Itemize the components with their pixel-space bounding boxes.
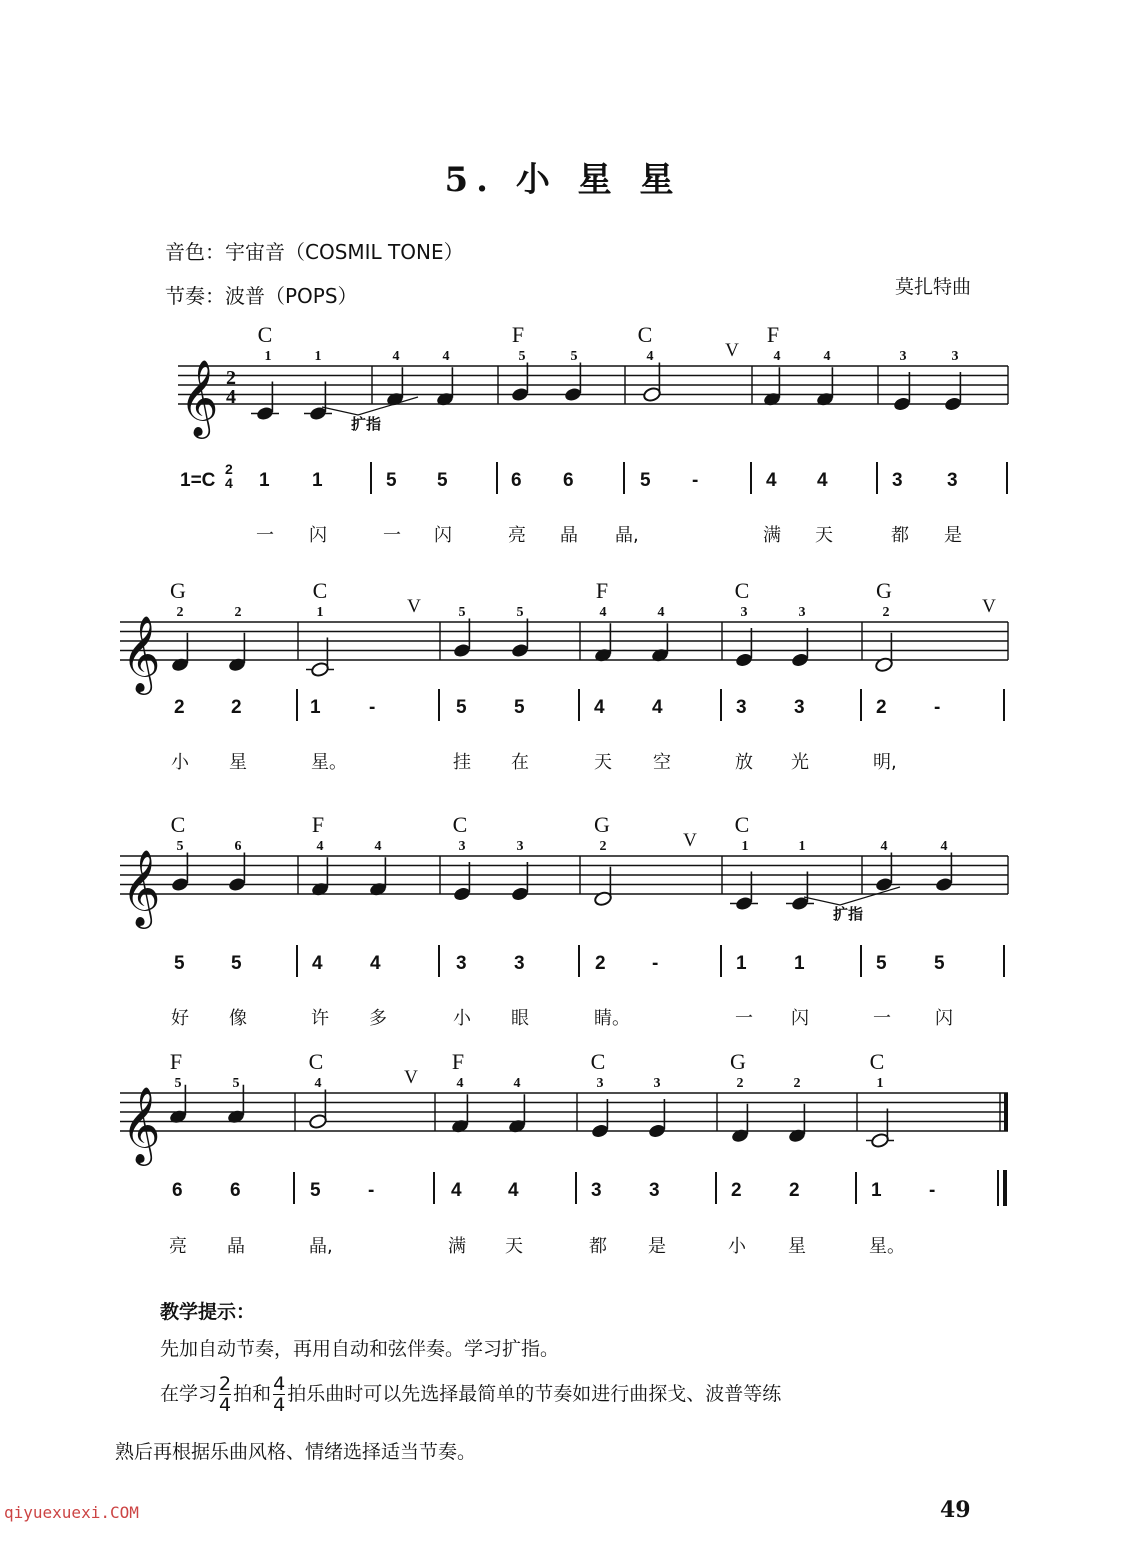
- jianpu-barline: [855, 1172, 857, 1204]
- jianpu-note: 5: [934, 953, 945, 974]
- stretch-label: 扩指: [832, 907, 864, 923]
- jianpu-note: 1: [794, 953, 805, 974]
- jianpu-final-barline: [997, 1170, 999, 1206]
- jianpu-barline: [1006, 462, 1008, 494]
- page-number: 49: [940, 1497, 971, 1523]
- finger-number: 4: [456, 1076, 464, 1091]
- lyric-char: 一: [735, 1008, 753, 1029]
- jianpu-barline: [860, 689, 862, 721]
- finger-number: 5: [570, 349, 578, 364]
- lyric-char: 都: [589, 1236, 607, 1257]
- jianpu-note: 2: [595, 953, 606, 974]
- breath-mark: V: [725, 340, 739, 361]
- finger-number: 5: [518, 349, 526, 364]
- chord-symbol: F: [169, 1049, 183, 1074]
- jianpu-note: 4: [451, 1180, 462, 1201]
- breath-mark: V: [407, 596, 421, 617]
- hint-text: 拍和: [233, 1383, 272, 1405]
- finger-number: 1: [876, 1076, 884, 1091]
- finger-number: 4: [392, 349, 400, 364]
- lyric-char: 小: [171, 752, 189, 773]
- lyric-char: 闪: [791, 1008, 809, 1029]
- jianpu-barline: [433, 1172, 435, 1204]
- time-bottom: 4: [225, 475, 233, 491]
- lyric-char: 明,: [873, 752, 897, 773]
- lyric-char: 是: [944, 525, 962, 546]
- finger-number: 4: [442, 349, 450, 364]
- composer-label: 莫扎特曲: [895, 276, 972, 298]
- fraction-bottom: 4: [219, 1394, 232, 1416]
- lyric-char: 像: [229, 1008, 247, 1029]
- jianpu-dash: -: [929, 1180, 936, 1201]
- chord-symbol: G: [730, 1049, 746, 1074]
- chord-symbol: C: [170, 812, 186, 837]
- jianpu-note: 5: [310, 1180, 321, 1201]
- breath-mark: V: [683, 830, 697, 851]
- finger-number: 1: [316, 605, 324, 620]
- jianpu-barline: [860, 945, 862, 977]
- lyric-char: 亮: [508, 525, 526, 546]
- lyric-char: 晶: [560, 525, 578, 546]
- jianpu-barline: [296, 945, 298, 977]
- key-signature: 1=C: [180, 470, 216, 491]
- finger-number: 4: [599, 605, 607, 620]
- lyric-char: 闪: [309, 525, 327, 546]
- hint-line-3: 熟后再根据乐曲风格、情绪选择适当节奏。: [115, 1441, 477, 1463]
- jianpu-note: 5: [456, 697, 467, 718]
- jianpu-barline: [370, 462, 372, 494]
- lyric-char: 光: [791, 752, 809, 773]
- chord-symbol: F: [451, 1049, 465, 1074]
- jianpu-note: 5: [640, 470, 651, 491]
- finger-number: 5: [232, 1076, 240, 1091]
- jianpu-note: 3: [947, 470, 958, 491]
- lyric-char: 满: [763, 525, 781, 546]
- jianpu-barline: [720, 945, 722, 977]
- chord-symbol: G: [876, 578, 892, 603]
- jianpu-barline: [578, 689, 580, 721]
- jianpu-note: 4: [508, 1180, 519, 1201]
- finger-number: 3: [740, 605, 748, 620]
- jianpu-barline: [750, 462, 752, 494]
- jianpu-note: 6: [563, 470, 574, 491]
- jianpu-note: 3: [892, 470, 903, 491]
- lyric-char: 闪: [434, 525, 452, 546]
- lyric-char: 小: [728, 1236, 746, 1257]
- final-barline-thick: [1004, 1093, 1008, 1131]
- jianpu-note: 2: [231, 697, 242, 718]
- finger-number: 5: [176, 839, 184, 854]
- chord-symbol: C: [452, 812, 468, 837]
- finger-number: 4: [823, 349, 831, 364]
- jianpu-note: 3: [649, 1180, 660, 1201]
- lyric-char: 许: [311, 1008, 329, 1029]
- rhythm-label: 节奏：波普（POPS）: [165, 284, 358, 308]
- finger-number: 2: [736, 1076, 744, 1091]
- lyric-char: 一: [383, 525, 401, 546]
- jianpu-dash: -: [369, 697, 376, 718]
- lyric-char: 眼: [511, 1008, 529, 1029]
- lyric-char: 在: [511, 752, 529, 773]
- lyric-char: 晶,: [309, 1236, 333, 1257]
- treble-clef-icon: 𝄞: [121, 849, 161, 926]
- chord-symbol: C: [734, 812, 750, 837]
- jianpu-note: 3: [736, 697, 747, 718]
- finger-number: 2: [882, 605, 890, 620]
- jianpu-note: 4: [594, 697, 605, 718]
- lyric-char: 天: [594, 752, 612, 773]
- time-signature-top: 2: [226, 367, 236, 389]
- lyric-char: 挂: [453, 752, 471, 773]
- finger-number: 1: [314, 349, 322, 364]
- finger-number: 4: [314, 1076, 322, 1091]
- jianpu-note: 4: [766, 470, 777, 491]
- hint-line-1: 先加自动节奏，再用自动和弦伴奏。学习扩指。: [160, 1338, 560, 1360]
- lyric-char: 星: [788, 1236, 806, 1257]
- song-title: 5. 小 星 星: [444, 160, 682, 200]
- lyric-char: 晶,: [615, 525, 639, 546]
- chord-symbol: C: [308, 1049, 324, 1074]
- finger-number: 2: [599, 839, 607, 854]
- treble-clef-icon: 𝄞: [121, 615, 161, 692]
- lyric-char: 星。: [869, 1236, 905, 1257]
- jianpu-barline: [876, 462, 878, 494]
- jianpu-time-signature: [225, 462, 233, 490]
- jianpu-note: 1: [312, 470, 323, 491]
- jianpu-note: 4: [652, 697, 663, 718]
- jianpu-note: 5: [231, 953, 242, 974]
- jianpu-note: 5: [174, 953, 185, 974]
- jianpu-note: 6: [172, 1180, 183, 1201]
- lyric-char: 空: [653, 752, 671, 773]
- jianpu-note: 1: [310, 697, 321, 718]
- jianpu-note: 3: [456, 953, 467, 974]
- lyric-char: 星: [229, 752, 247, 773]
- jianpu-note: 2: [876, 697, 887, 718]
- chord-symbol: C: [637, 322, 653, 347]
- finger-number: 4: [374, 839, 382, 854]
- jianpu-barline: [578, 945, 580, 977]
- jianpu-note: 4: [312, 953, 323, 974]
- hint-line-2: [160, 1374, 781, 1415]
- finger-number: 3: [596, 1076, 604, 1091]
- finger-number: 1: [264, 349, 272, 364]
- lyric-char: 小: [453, 1008, 471, 1029]
- lyric-char: 闪: [935, 1008, 953, 1029]
- jianpu-note: 2: [789, 1180, 800, 1201]
- finger-number: 3: [458, 839, 466, 854]
- finger-number: 2: [234, 605, 242, 620]
- finger-number: 3: [899, 349, 907, 364]
- jianpu-note: 5: [876, 953, 887, 974]
- jianpu-note: 6: [230, 1180, 241, 1201]
- chord-symbol: C: [590, 1049, 606, 1074]
- finger-number: 4: [657, 605, 665, 620]
- lyric-char: 多: [369, 1008, 387, 1029]
- chord-symbol: G: [594, 812, 610, 837]
- chord-symbol: F: [595, 578, 609, 603]
- time-signature-bottom: 4: [226, 386, 236, 408]
- finger-number: 2: [793, 1076, 801, 1091]
- time-top: 2: [225, 461, 233, 477]
- jianpu-note: 2: [174, 697, 185, 718]
- finger-number: 4: [513, 1076, 521, 1091]
- chord-symbol: C: [869, 1049, 885, 1074]
- time-fraction: [219, 1374, 231, 1415]
- fraction-bottom: 4: [273, 1394, 286, 1416]
- chord-symbol: G: [170, 578, 186, 603]
- finger-number: 4: [773, 349, 781, 364]
- finger-number: 4: [940, 839, 948, 854]
- jianpu-note: 5: [437, 470, 448, 491]
- finger-number: 6: [234, 839, 242, 854]
- jianpu-barline: [293, 1172, 295, 1204]
- jianpu-barline: [1003, 945, 1005, 977]
- chord-symbol: F: [311, 812, 325, 837]
- jianpu-note: 5: [386, 470, 397, 491]
- chord-symbol: C: [734, 578, 750, 603]
- finger-number: 4: [646, 349, 654, 364]
- lyric-char: 满: [448, 1236, 466, 1257]
- jianpu-barline: [623, 462, 625, 494]
- jianpu-note: 4: [817, 470, 828, 491]
- jianpu-note: 3: [794, 697, 805, 718]
- chord-symbol: F: [766, 322, 780, 347]
- lyric-char: 晶: [227, 1236, 245, 1257]
- lyric-char: 天: [815, 525, 833, 546]
- lyric-char: 睛。: [594, 1008, 630, 1029]
- jianpu-note: 6: [511, 470, 522, 491]
- jianpu-barline: [296, 689, 298, 721]
- hint-text: 在学习: [160, 1383, 218, 1405]
- finger-number: 5: [516, 605, 524, 620]
- jianpu-barline: [1003, 689, 1005, 721]
- lyric-char: 一: [873, 1008, 891, 1029]
- finger-number: 5: [174, 1076, 182, 1091]
- treble-clef-icon: 𝄞: [121, 1086, 161, 1163]
- lyric-char: 亮: [169, 1236, 187, 1257]
- jianpu-barline: [496, 462, 498, 494]
- finger-number: 3: [798, 605, 806, 620]
- jianpu-dash: -: [934, 697, 941, 718]
- hint-text: 拍乐曲时可以先选择最简单的节奏如进行曲探戈、波普等练: [287, 1383, 782, 1405]
- lyric-char: 星。: [311, 752, 347, 773]
- jianpu-note: 2: [731, 1180, 742, 1201]
- lyric-char: 是: [648, 1236, 666, 1257]
- jianpu-final-barline: [1003, 1170, 1007, 1206]
- stretch-label: 扩指: [350, 417, 382, 433]
- finger-number: 2: [176, 605, 184, 620]
- finger-number: 4: [316, 839, 324, 854]
- chord-symbol: F: [511, 322, 525, 347]
- breath-mark: V: [404, 1067, 418, 1088]
- lyric-char: 放: [735, 752, 753, 773]
- jianpu-note: 1: [736, 953, 747, 974]
- jianpu-barline: [720, 689, 722, 721]
- fraction-top: 2: [219, 1373, 232, 1395]
- treble-clef-icon: 𝄞: [179, 359, 219, 436]
- jianpu-dash: -: [368, 1180, 375, 1201]
- lyric-char: 好: [171, 1008, 189, 1029]
- jianpu-note: 5: [514, 697, 525, 718]
- timbre-label: 音色：宇宙音（COSMIL TONE）: [165, 240, 464, 264]
- breath-mark: V: [982, 596, 996, 617]
- jianpu-barline: [438, 945, 440, 977]
- jianpu-note: 1: [871, 1180, 882, 1201]
- jianpu-dash: -: [692, 470, 699, 491]
- watermark: qiyuexuexi.COM: [4, 1503, 139, 1522]
- hint-heading: 教学提示：: [160, 1301, 256, 1323]
- jianpu-note: 1: [259, 470, 270, 491]
- lyric-char: 都: [891, 525, 909, 546]
- lyric-char: 一: [256, 525, 274, 546]
- jianpu-note: 3: [591, 1180, 602, 1201]
- lyric-char: 天: [505, 1236, 523, 1257]
- jianpu-note: 4: [370, 953, 381, 974]
- fraction-top: 4: [273, 1373, 286, 1395]
- time-fraction: [273, 1374, 285, 1415]
- chord-symbol: C: [257, 322, 273, 347]
- finger-number: 3: [951, 349, 959, 364]
- finger-number: 3: [516, 839, 524, 854]
- jianpu-barline: [438, 689, 440, 721]
- jianpu-dash: -: [652, 953, 659, 974]
- jianpu-barline: [715, 1172, 717, 1204]
- finger-number: 3: [653, 1076, 661, 1091]
- jianpu-note: 3: [514, 953, 525, 974]
- chord-symbol: C: [312, 578, 328, 603]
- stretch-line: [322, 397, 418, 415]
- jianpu-barline: [575, 1172, 577, 1204]
- finger-number: 5: [458, 605, 466, 620]
- finger-number: 1: [741, 839, 749, 854]
- finger-number: 1: [798, 839, 806, 854]
- finger-number: 4: [880, 839, 888, 854]
